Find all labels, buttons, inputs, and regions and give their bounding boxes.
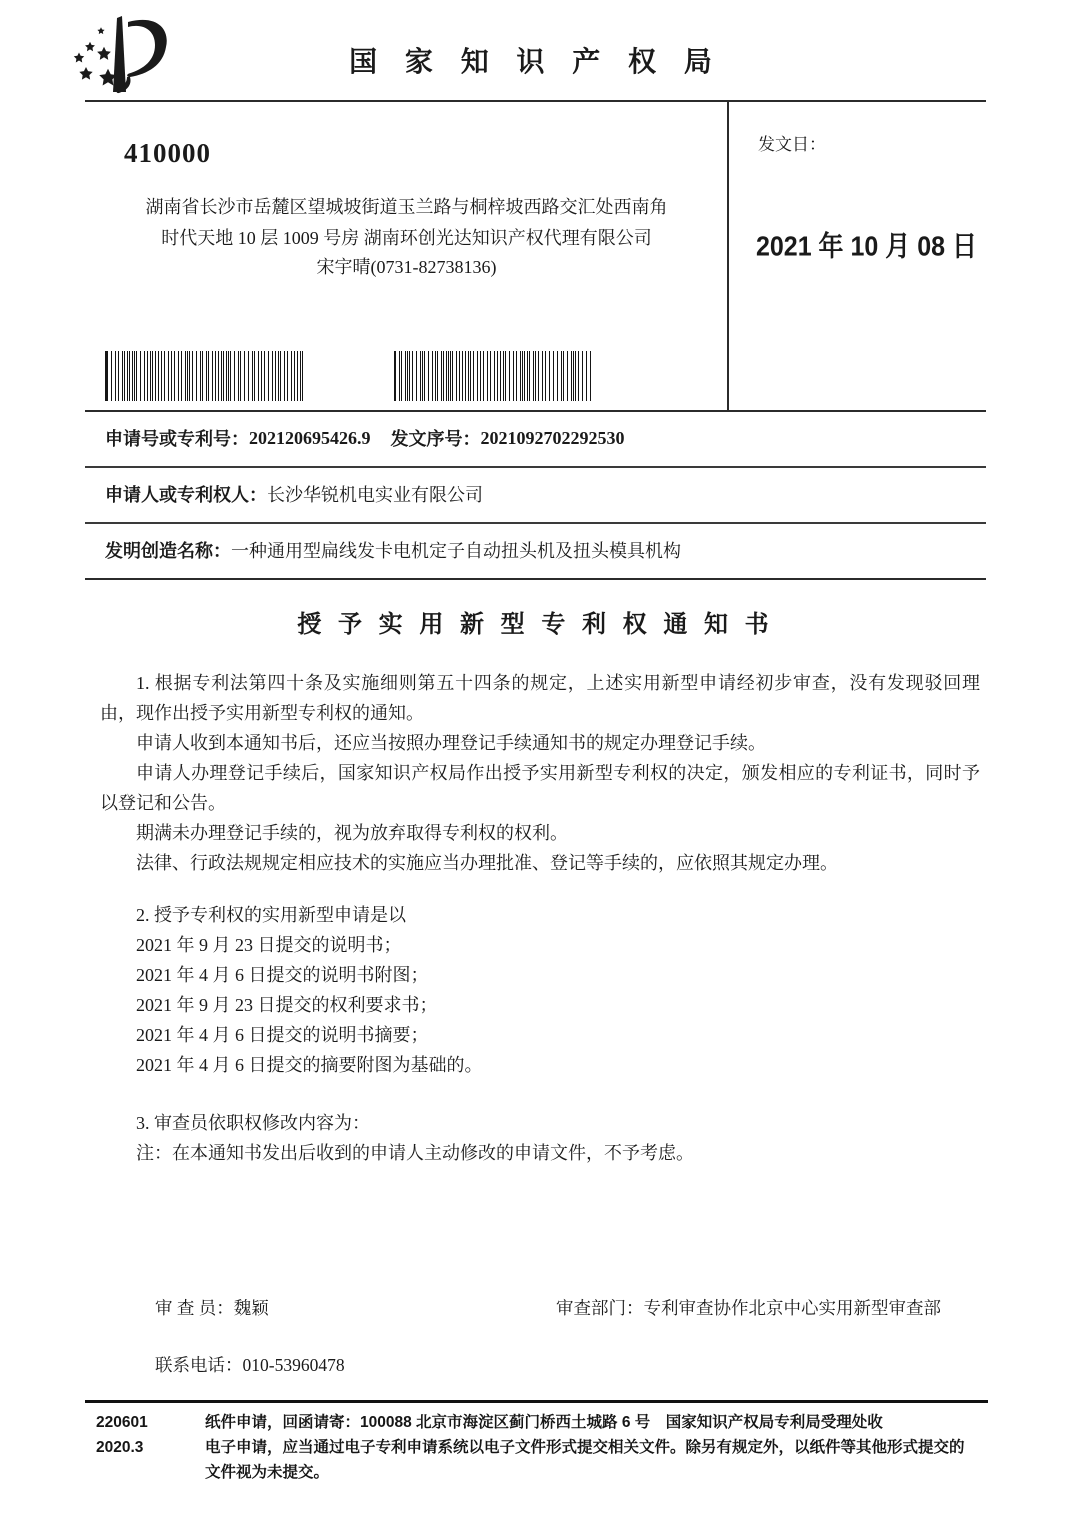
field-row-applicant (85, 466, 986, 522)
footer-rule (85, 1400, 988, 1403)
paragraph: 2. 授予专利权的实用新型申请是以 (136, 905, 406, 925)
barcode-1 (105, 351, 345, 401)
phone-label: 联系电话： (155, 1355, 243, 1375)
field-row-invention-title (85, 522, 986, 578)
office-name: 国 家 知 识 产 权 局 (349, 46, 722, 77)
paragraph: 申请人收到本通知书后，还应当按照办理登记手续通知书的规定办理登记手续。 (136, 733, 766, 753)
examiner-department-field (556, 1295, 941, 1320)
footer-instructions (205, 1410, 1015, 1485)
applicant-value: 长沙华锐机电实业有限公司 (267, 485, 483, 505)
dispatch-no-label: 发文序号： (390, 429, 481, 449)
contact-phone-field (155, 1352, 345, 1377)
footer-line-3: 文件视为未提交。 (205, 1464, 330, 1481)
paragraph: 1. 根据专利法第四十条及实施细则第五十四条的规定，上述实用新型申请经初步审查，没有发现驳回理由，现作出授予实用新型专利权的通知。 (100, 673, 980, 723)
examiner-name-field (155, 1295, 269, 1320)
dispatch-no-value: 2021092702292530 (480, 427, 625, 448)
paragraph: 2021 年 4 月 6 日提交的说明书附图； (136, 965, 429, 985)
department-label: 审查部门： (556, 1298, 644, 1318)
dispatch-date-value: 2021 年 10 月 08 日 (756, 230, 977, 263)
examiner-label: 审 查 员： (155, 1298, 234, 1318)
paragraph: 3. 审查员依职权修改内容为： (136, 1113, 370, 1133)
barcode-2 (394, 351, 686, 401)
paragraph: 2021 年 9 月 23 日提交的权利要求书； (136, 995, 438, 1015)
address-line-1: 湖南省长沙市岳麓区望城坡街道玉兰路与桐梓坡西路交汇处西南角 (145, 197, 668, 217)
form-version: 2020.3 (96, 1439, 144, 1456)
applicant-label: 申请人或专利权人： (105, 485, 267, 505)
paragraph: 法律、行政法规规定相应技术的实施应当办理批准、登记等手续的，应依照其规定办理。 (136, 853, 838, 873)
paragraph: 期满未办理登记手续的，视为放弃取得专利权的权利。 (136, 823, 568, 843)
application-no-label: 申请号或专利号： (105, 429, 249, 449)
paragraph: 申请人办理登记手续后，国家知识产权局作出授予实用新型专利权的决定，颁发相应的专利证书，同时予以登记和公告。 (100, 763, 980, 813)
dispatch-date-label: 发文日： (758, 135, 826, 154)
examiner-name: 魏颖 (233, 1298, 269, 1318)
field-row-application-no (85, 410, 986, 466)
footer-line-2: 电子申请，应当通过电子专利申请系统以电子文件形式提交相关文件。除另有规定外，以纸件等其他形式提交的 (205, 1439, 965, 1456)
address-line-2: 时代天地 10 层 1009 号房 湖南环创光达知识产权代理有限公司 (161, 228, 652, 248)
application-no-value: 202120695426.9 (249, 427, 371, 448)
invention-title-value: 一种通用型扁线发卡电机定子自动扭头机及扭头模具机构 (231, 541, 681, 561)
paragraph: 2021 年 4 月 6 日提交的说明书摘要； (136, 1025, 429, 1045)
postcode: 410000 (124, 138, 211, 168)
footer-line-1: 纸件申请，回函请寄：100088 北京市海淀区蓟门桥西土城路 6 号 国家知识产权局专利局受理处收 (205, 1414, 883, 1431)
notice-body (100, 668, 980, 1168)
paragraph: 2021 年 9 月 23 日提交的说明书； (136, 935, 402, 955)
header-rule (85, 100, 986, 102)
notice-title: 授 予 实 用 新 型 专 利 权 通 知 书 (297, 611, 774, 638)
footer-form-codes (96, 1410, 148, 1460)
rule-row-3 (85, 578, 986, 580)
invention-title-label: 发明创造名称： (105, 541, 231, 561)
department-value: 专利审查协作北京中心实用新型审查部 (643, 1298, 941, 1318)
address-contact: 宋宇晴(0731-82738136) (316, 257, 497, 277)
paragraph: 注：在本通知书发出后收到的申请人主动修改的申请文件，不予考虑。 (136, 1143, 694, 1163)
paragraph: 2021 年 4 月 6 日提交的摘要附图为基础的。 (136, 1055, 483, 1075)
form-code: 220601 (96, 1414, 148, 1431)
phone-value: 010-53960478 (242, 1355, 345, 1375)
